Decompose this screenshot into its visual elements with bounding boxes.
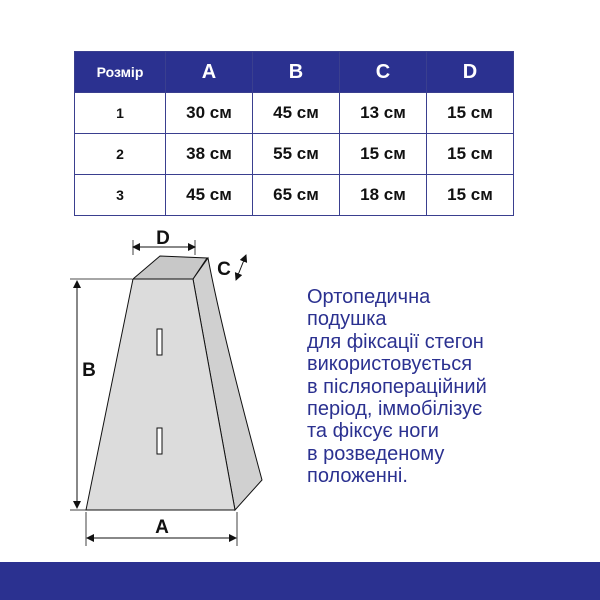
header-size: Розмір	[75, 52, 166, 93]
bottom-band	[0, 562, 600, 600]
strap-slot	[157, 329, 162, 355]
table-cell: 45 см	[253, 93, 340, 134]
label-d: D	[156, 228, 170, 249]
header-b: B	[253, 52, 340, 93]
table-cell: 13 см	[340, 93, 427, 134]
table-cell: 45 см	[166, 175, 253, 216]
header-a: A	[166, 52, 253, 93]
table-cell: 18 см	[340, 175, 427, 216]
table-cell: 65 см	[253, 175, 340, 216]
strap-slot	[157, 428, 162, 454]
table-cell: 38 см	[166, 134, 253, 175]
table-row	[75, 175, 514, 216]
table-cell: 15 см	[427, 134, 514, 175]
size-table	[74, 51, 514, 216]
label-b: B	[82, 360, 96, 381]
header-d: D	[427, 52, 514, 93]
table-row	[75, 134, 514, 175]
table-cell: 1	[75, 93, 166, 134]
pillow-diagram	[60, 218, 280, 548]
table-cell: 15 см	[427, 93, 514, 134]
product-description: Ортопедична подушка для фіксації стегон використовується в післяопераційний період, іммобілізує та фіксує ноги в розведеному положенні.	[307, 286, 487, 488]
label-c: C	[217, 259, 231, 280]
table-cell: 3	[75, 175, 166, 216]
table-cell: 2	[75, 134, 166, 175]
table-cell: 30 см	[166, 93, 253, 134]
table-header-row	[75, 52, 514, 93]
label-a: A	[155, 517, 169, 538]
table-cell: 15 см	[427, 175, 514, 216]
header-c: C	[340, 52, 427, 93]
pillow-top-face	[133, 256, 207, 279]
table-cell: 15 см	[340, 134, 427, 175]
table-cell: 55 см	[253, 134, 340, 175]
table-row	[75, 93, 514, 134]
